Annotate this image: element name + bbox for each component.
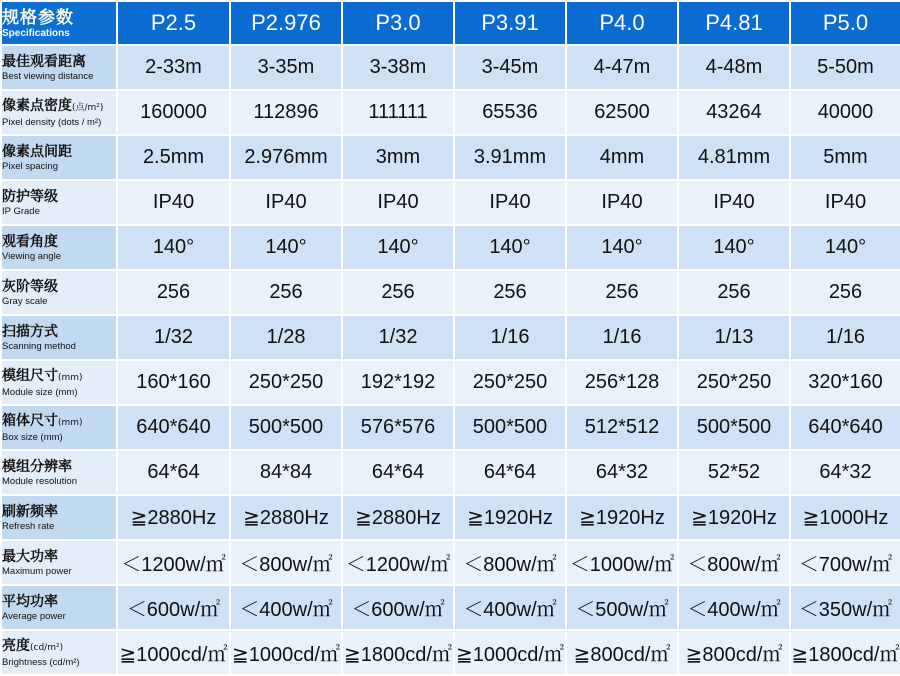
- table-row: [1, 180, 900, 225]
- table-cell: 62500: [566, 90, 678, 135]
- table-cell: 1/16: [566, 315, 678, 360]
- table-cell: 140°: [566, 225, 678, 270]
- row-label-zh-text: 像素点间距: [2, 143, 72, 160]
- table-cell: 112896: [230, 90, 342, 135]
- row-label-zh: [2, 144, 116, 161]
- table-cell: 3-38m: [342, 45, 454, 90]
- table-cell: ≧1000Hz: [790, 495, 900, 540]
- table-row: [1, 225, 900, 270]
- row-label-en: Refresh rate: [2, 520, 55, 532]
- table-cell: 140°: [790, 225, 900, 270]
- row-label: [1, 90, 117, 135]
- row-label: [1, 45, 117, 90]
- row-label-en: Best viewing distance: [2, 70, 94, 82]
- table-row: [1, 135, 900, 180]
- table-cell: 256: [230, 270, 342, 315]
- table-cell: 1/32: [117, 315, 230, 360]
- table-cell: 140°: [454, 225, 566, 270]
- row-label-zh: [2, 638, 116, 657]
- table-cell: 3mm: [342, 135, 454, 180]
- table-cell: ＜400w/㎡: [678, 585, 790, 630]
- model-header: P4.81: [678, 1, 790, 45]
- table-cell: ＜600w/㎡: [342, 585, 454, 630]
- table-cell: 160*160: [117, 360, 230, 405]
- table-cell: 64*64: [342, 450, 454, 495]
- table-cell: ＜1000w/㎡: [566, 540, 678, 585]
- table-cell: 3-45m: [454, 45, 566, 90]
- table-cell: 65536: [454, 90, 566, 135]
- table-cell: ≧1800cd/㎡: [342, 630, 454, 675]
- row-label-zh: [2, 279, 116, 296]
- table-cell: 64*32: [566, 450, 678, 495]
- table-cell: 1/32: [342, 315, 454, 360]
- table-cell: ＜700w/㎡: [790, 540, 900, 585]
- table-cell: 256: [117, 270, 230, 315]
- table-cell: 2-33m: [117, 45, 230, 90]
- row-label-zh-text: 扫描方式: [2, 323, 58, 340]
- row-label: [1, 180, 117, 225]
- table-cell: ≧2880Hz: [117, 495, 230, 540]
- row-label-zh: [2, 413, 116, 432]
- table-cell: ＜1200w/㎡: [117, 540, 230, 585]
- table-cell: 500*500: [678, 405, 790, 450]
- row-label-en: Gray scale: [2, 295, 48, 307]
- table-cell: 640*640: [790, 405, 900, 450]
- row-label-zh-text: 箱体尺寸: [2, 412, 58, 429]
- table-row: [1, 90, 900, 135]
- row-label: [1, 495, 117, 540]
- row-label: [1, 360, 117, 405]
- table-cell: 40000: [790, 90, 900, 135]
- table-row: [1, 630, 900, 675]
- table-cell: 256: [790, 270, 900, 315]
- row-label-zh: [2, 594, 116, 611]
- row-label-en: Scanning method: [2, 340, 76, 352]
- table-cell: ＜800w/㎡: [230, 540, 342, 585]
- model-header: P3.91: [454, 1, 566, 45]
- table-cell: 3-35m: [230, 45, 342, 90]
- row-label-en: Box size (mm): [2, 431, 63, 443]
- table-cell: IP40: [566, 180, 678, 225]
- table-cell: ≧1920Hz: [566, 495, 678, 540]
- header-row: [1, 1, 900, 45]
- table-cell: IP40: [678, 180, 790, 225]
- row-label-en: Average power: [2, 610, 66, 622]
- table-cell: ＜400w/㎡: [454, 585, 566, 630]
- table-cell: 640*640: [117, 405, 230, 450]
- table-cell: 1/16: [454, 315, 566, 360]
- table-row: [1, 540, 900, 585]
- row-label-en: Module resolution: [2, 475, 77, 487]
- table-cell: 1/16: [790, 315, 900, 360]
- table-cell: 192*192: [342, 360, 454, 405]
- table-cell: 5mm: [790, 135, 900, 180]
- table-title: [1, 1, 117, 45]
- table-cell: 84*84: [230, 450, 342, 495]
- table-cell: 250*250: [678, 360, 790, 405]
- table-cell: 1/28: [230, 315, 342, 360]
- row-label-zh-text: 亮度: [2, 637, 30, 654]
- row-label-zh-text: 观看角度: [2, 233, 58, 250]
- row-label-en: Pixel density (dots / m²): [2, 116, 102, 128]
- row-label-zh: [2, 234, 116, 251]
- row-label-en: Brightness (cd/m²): [2, 656, 80, 668]
- row-label-unit: (mm): [58, 372, 83, 383]
- table-cell: 250*250: [230, 360, 342, 405]
- table-cell: 250*250: [454, 360, 566, 405]
- row-label-zh: [2, 189, 116, 206]
- table-row: [1, 315, 900, 360]
- row-label-zh-text: 模组分辨率: [2, 458, 72, 475]
- row-label-zh: [2, 324, 116, 341]
- model-header: P3.0: [342, 1, 454, 45]
- table-cell: ≧800cd/㎡: [678, 630, 790, 675]
- row-label-zh: [2, 459, 116, 476]
- row-label: [1, 315, 117, 360]
- row-label-zh-text: 防护等级: [2, 188, 58, 205]
- model-header: P2.5: [117, 1, 230, 45]
- spec-body: [1, 45, 900, 675]
- table-cell: ＜500w/㎡: [566, 585, 678, 630]
- table-cell: ≧2880Hz: [342, 495, 454, 540]
- table-cell: 500*500: [454, 405, 566, 450]
- row-label-zh: [2, 368, 116, 387]
- row-label: [1, 225, 117, 270]
- table-cell: 160000: [117, 90, 230, 135]
- table-cell: ≧1800cd/㎡: [790, 630, 900, 675]
- table-cell: 4.81mm: [678, 135, 790, 180]
- table-cell: 64*64: [454, 450, 566, 495]
- row-label-unit: (cd/m²): [30, 642, 64, 653]
- table-cell: 4-47m: [566, 45, 678, 90]
- table-cell: IP40: [790, 180, 900, 225]
- table-cell: 140°: [117, 225, 230, 270]
- row-label: [1, 540, 117, 585]
- table-cell: ＜600w/㎡: [117, 585, 230, 630]
- row-label: [1, 450, 117, 495]
- table-cell: 2.976mm: [230, 135, 342, 180]
- row-label-zh-text: 灰阶等级: [2, 278, 58, 295]
- table-cell: 4mm: [566, 135, 678, 180]
- table-cell: ＜800w/㎡: [454, 540, 566, 585]
- table-cell: 64*32: [790, 450, 900, 495]
- table-cell: 256*128: [566, 360, 678, 405]
- row-label: [1, 630, 117, 675]
- table-cell: ≧800cd/㎡: [566, 630, 678, 675]
- row-label-zh-text: 刷新频率: [2, 503, 58, 520]
- table-row: [1, 45, 900, 90]
- model-header: P2.976: [230, 1, 342, 45]
- row-label: [1, 135, 117, 180]
- row-label-en: IP Grade: [2, 205, 40, 217]
- row-label-en: Module size (mm): [2, 386, 78, 398]
- table-cell: ＜400w/㎡: [230, 585, 342, 630]
- row-label-zh-text: 平均功率: [2, 593, 58, 610]
- table-cell: 111111: [342, 90, 454, 135]
- table-cell: ≧1000cd/㎡: [230, 630, 342, 675]
- row-label-zh: [2, 54, 116, 71]
- table-cell: 5-50m: [790, 45, 900, 90]
- model-header: P5.0: [790, 1, 900, 45]
- row-label-en: Maximum power: [2, 565, 72, 577]
- table-cell: 52*52: [678, 450, 790, 495]
- title-zh: 规格参数: [2, 7, 74, 28]
- table-cell: IP40: [342, 180, 454, 225]
- row-label-unit: (点/m²): [72, 102, 104, 113]
- table-cell: IP40: [454, 180, 566, 225]
- table-row: [1, 360, 900, 405]
- table-cell: ＜800w/㎡: [678, 540, 790, 585]
- row-label-zh: [2, 549, 116, 566]
- table-cell: 140°: [678, 225, 790, 270]
- table-cell: 256: [454, 270, 566, 315]
- row-label: [1, 405, 117, 450]
- row-label-zh-text: 最佳观看距离: [2, 53, 86, 70]
- table-cell: 500*500: [230, 405, 342, 450]
- table-cell: ≧1920Hz: [678, 495, 790, 540]
- table-row: [1, 585, 900, 630]
- table-cell: 512*512: [566, 405, 678, 450]
- table-cell: 140°: [230, 225, 342, 270]
- row-label-zh-text: 最大功率: [2, 548, 58, 565]
- table-cell: 576*576: [342, 405, 454, 450]
- table-cell: 64*64: [117, 450, 230, 495]
- title-en: Specifications: [2, 27, 70, 39]
- table-row: [1, 270, 900, 315]
- table-cell: ≧2880Hz: [230, 495, 342, 540]
- table-cell: 140°: [342, 225, 454, 270]
- row-label: [1, 585, 117, 630]
- table-row: [1, 450, 900, 495]
- row-label-zh-text: 模组尺寸: [2, 367, 58, 384]
- row-label-en: Viewing angle: [2, 250, 61, 262]
- table-cell: 2.5mm: [117, 135, 230, 180]
- table-cell: IP40: [117, 180, 230, 225]
- table-cell: 4-48m: [678, 45, 790, 90]
- table-cell: 256: [566, 270, 678, 315]
- table-cell: ＜1200w/㎡: [342, 540, 454, 585]
- table-cell: ＜350w/㎡: [790, 585, 900, 630]
- table-cell: ≧1000cd/㎡: [117, 630, 230, 675]
- table-cell: 256: [342, 270, 454, 315]
- row-label-zh-text: 像素点密度: [2, 97, 72, 114]
- table-cell: 1/13: [678, 315, 790, 360]
- table-cell: 256: [678, 270, 790, 315]
- row-label-zh: [2, 504, 116, 521]
- table-cell: 43264: [678, 90, 790, 135]
- table-cell: IP40: [230, 180, 342, 225]
- model-header: P4.0: [566, 1, 678, 45]
- table-cell: ≧1000cd/㎡: [454, 630, 566, 675]
- row-label-unit: (mm): [58, 417, 83, 428]
- table-row: [1, 405, 900, 450]
- table-cell: ≧1920Hz: [454, 495, 566, 540]
- table-row: [1, 495, 900, 540]
- row-label-en: Pixel spacing: [2, 160, 58, 172]
- table-cell: 3.91mm: [454, 135, 566, 180]
- table-cell: 320*160: [790, 360, 900, 405]
- row-label-zh: [2, 98, 116, 117]
- row-label: [1, 270, 117, 315]
